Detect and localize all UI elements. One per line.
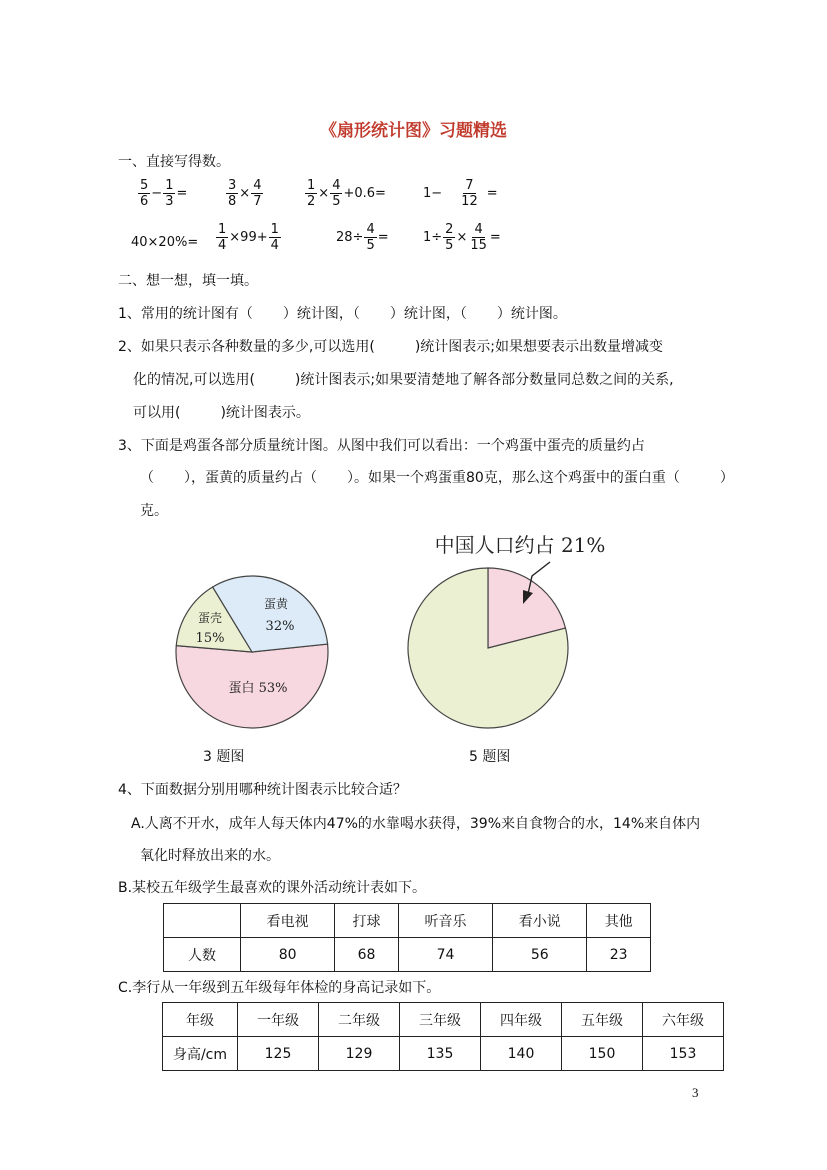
table-cell: 135 — [400, 1037, 481, 1071]
height-table — [162, 1002, 724, 1071]
table-cell: 140 — [481, 1037, 562, 1071]
question-2-line2: 化的情况,可以选用( )统计图表示;如果要清楚地了解各部分数量同总数之间的关系, — [133, 372, 674, 388]
question-4-heading: 4、下面数据分别用哪种统计图表示比较合适？ — [118, 782, 407, 798]
question-3-line2: （ ），蛋黄的质量约占（ ）。如果一个鸡蛋重80克，那么这个鸡蛋中的蛋白重（ ） — [140, 470, 734, 486]
table-cell: 六年级 — [643, 1003, 724, 1037]
expr-r1-4: 1− $\frac{7}{12}$ = — [423, 178, 498, 209]
population-pie-chart — [408, 533, 605, 728]
expr-r1-1: $\frac{5}{6}$ − $\frac{1}{3}$ = — [140, 178, 188, 209]
fraction: $\frac{4}{7}$ — [253, 178, 262, 209]
question-2-line1: 2、如果只表示各种数量的多少,可以选用( )统计图表示;如果想要表示出数量增减变 — [118, 339, 664, 355]
expr-r2-2: $\frac{1}{4}$ ×99+ $\frac{1}{4}$ — [218, 222, 279, 253]
table-cell: 看小说 — [493, 904, 587, 938]
expr-r2-4: 1÷ $\frac{2}{5}$ × $\frac{4}{15}$ = — [423, 222, 501, 253]
fraction: $\frac{1}{3}$ — [165, 178, 174, 209]
table-cell: 五年级 — [562, 1003, 643, 1037]
table-cell: 一年级 — [238, 1003, 319, 1037]
fraction: $\frac{2}{5}$ — [445, 222, 454, 253]
question-3-line3: 克。 — [140, 503, 168, 519]
table-row — [163, 1003, 724, 1037]
table-cell: 其他 — [587, 904, 651, 938]
table-row — [163, 1037, 724, 1071]
table-cell: 125 — [238, 1037, 319, 1071]
fraction: $\frac{4}{5}$ — [332, 178, 341, 209]
section2-heading: 二、想一想，填一填。 — [118, 273, 258, 289]
table-cell: 68 — [335, 938, 399, 972]
slice-label-yolk-name: 蛋黄 — [263, 597, 289, 611]
question-4c-heading: C.李行从一年级到五年级每年体检的身高记录如下。 — [118, 980, 441, 996]
table-cell: 看电视 — [241, 904, 335, 938]
fraction: $\frac{1}{4}$ — [218, 222, 227, 253]
pie-charts — [160, 530, 740, 770]
question-4a-line1: A.人离不开水，成年人每天体内47%的水靠喝水获得，39%来自食物合的水，14%来自体内 — [131, 816, 701, 832]
fraction: $\frac{1}{4}$ — [270, 222, 279, 253]
question-2-line3: 可以用( )统计图表示。 — [133, 405, 310, 421]
fraction: $\frac{5}{6}$ — [140, 178, 149, 209]
egg-pie-chart — [176, 576, 328, 728]
question-4b-heading: B.某校五年级学生最喜欢的课外活动统计表如下。 — [118, 880, 427, 896]
chart-caption-3: 3 题图 — [203, 749, 245, 765]
table-row — [164, 938, 651, 972]
table-cell: 三年级 — [400, 1003, 481, 1037]
fraction: $\frac{3}{8}$ — [228, 178, 237, 209]
fraction: $\frac{7}{12}$ — [461, 178, 478, 209]
section1-heading: 一、直接写得数。 — [118, 154, 230, 170]
page-number: 3 — [692, 1085, 699, 1100]
expr-r1-2: $\frac{3}{8}$ × $\frac{4}{7}$ — [228, 178, 262, 209]
table-cell: 打球 — [335, 904, 399, 938]
chart-caption-5: 5 题图 — [469, 749, 511, 765]
table-cell: 四年级 — [481, 1003, 562, 1037]
slice-label-shell-name: 蛋壳 — [197, 611, 223, 625]
fraction: $\frac{4}{15}$ — [470, 222, 487, 253]
fraction: $\frac{4}{5}$ — [366, 222, 375, 253]
table-row — [164, 904, 651, 938]
table-cell: 80 — [241, 938, 335, 972]
table-cell: 23 — [587, 938, 651, 972]
table-cell: 150 — [562, 1037, 643, 1071]
table-cell — [164, 904, 241, 938]
slice-label-yolk-value: 32% — [265, 619, 295, 634]
fraction: $\frac{1}{2}$ — [307, 178, 316, 209]
table-cell: 人数 — [164, 938, 241, 972]
expr-r1-3: $\frac{1}{2}$ × $\frac{4}{5}$ +0.6= — [307, 178, 386, 209]
table-cell: 153 — [643, 1037, 724, 1071]
table-cell: 听音乐 — [398, 904, 492, 938]
expr-r2-1: 40×20%= — [131, 235, 199, 250]
page-title: 《扇形统计图》习题精选 — [320, 121, 507, 141]
question-3-line1: 3、下面是鸡蛋各部分质量统计图。从图中我们可以看出：一个鸡蛋中蛋壳的质量约占 — [118, 438, 645, 454]
chart-annotation: 中国人口约占 21% — [434, 533, 606, 557]
expr-r2-3: 28÷ $\frac{4}{5}$ = — [336, 222, 389, 253]
question-4a-line2: 氧化时释放出来的水。 — [140, 848, 280, 864]
question-1: 1、常用的统计图有（ ）统计图，（ ）统计图，（ ）统计图。 — [118, 306, 567, 322]
table-cell: 年级 — [163, 1003, 238, 1037]
table-cell: 56 — [493, 938, 587, 972]
table-cell: 74 — [398, 938, 492, 972]
table-cell: 二年级 — [319, 1003, 400, 1037]
activity-table — [163, 903, 651, 972]
table-cell: 身高/cm — [163, 1037, 238, 1071]
table-cell: 129 — [319, 1037, 400, 1071]
slice-label-shell-value: 15% — [195, 631, 225, 646]
slice-label-egg-white: 蛋白 53% — [228, 681, 288, 696]
